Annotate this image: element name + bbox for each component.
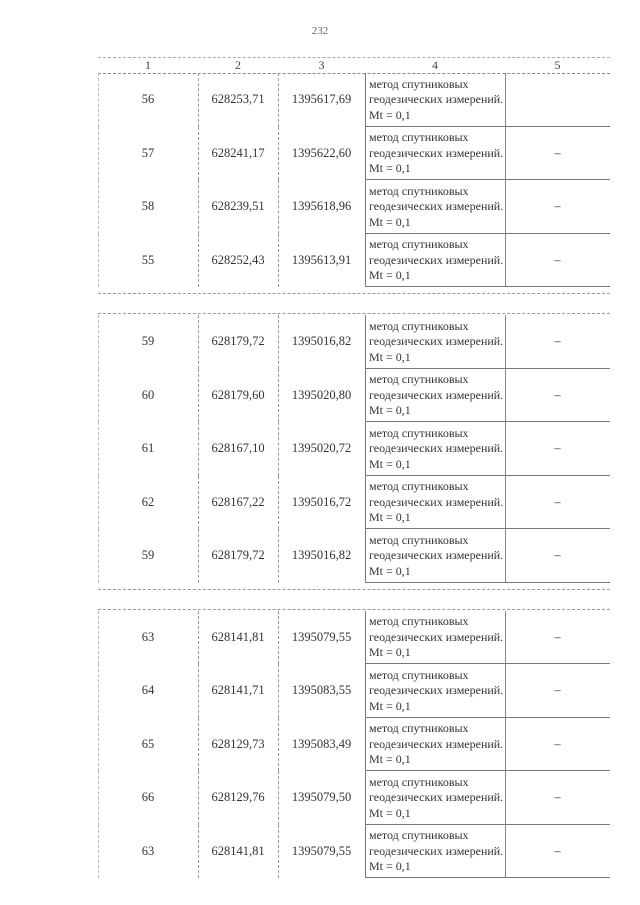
coordinate-x: 628239,51 <box>211 199 265 214</box>
column-divider <box>98 771 99 825</box>
row-divider <box>365 582 610 583</box>
note <box>505 73 610 127</box>
header-col-4: 4 <box>432 58 438 72</box>
table-row <box>98 529 610 583</box>
column-divider <box>278 664 279 718</box>
point-number: 64 <box>141 683 155 698</box>
coordinate-x: 628129,73 <box>211 736 265 751</box>
column-divider <box>98 476 99 530</box>
table-row <box>98 718 610 772</box>
note: – <box>554 790 561 805</box>
column-divider <box>505 234 506 288</box>
note: – <box>554 387 561 402</box>
note: – <box>554 494 561 509</box>
group-separator <box>98 293 610 294</box>
header-col-1: 1 <box>145 58 151 72</box>
row-divider <box>365 877 610 878</box>
table-row <box>98 664 610 718</box>
coordinate-x: 628141,81 <box>211 843 265 858</box>
coordinate-x: 628179,72 <box>211 334 265 349</box>
column-divider <box>365 315 366 369</box>
coordinate-x: 628129,76 <box>211 790 265 805</box>
column-divider <box>98 73 99 127</box>
column-divider <box>278 315 279 369</box>
column-divider <box>278 422 279 476</box>
column-divider <box>278 771 279 825</box>
column-divider <box>98 664 99 718</box>
point-number: 62 <box>141 494 155 509</box>
table-row <box>98 180 610 234</box>
column-divider <box>278 718 279 772</box>
table-row <box>98 825 610 879</box>
method-description: метод спутниковых геодезических измерений. Mt = 0,1 <box>369 372 504 417</box>
point-number: 59 <box>141 548 155 563</box>
column-divider <box>278 127 279 181</box>
coordinate-y: 1395622,60 <box>291 145 352 160</box>
column-divider <box>278 476 279 530</box>
method-description: метод спутниковых геодезических измерений. Mt = 0,1 <box>369 667 504 713</box>
column-divider <box>198 180 199 234</box>
note: – <box>554 736 561 751</box>
column-divider <box>98 234 99 288</box>
note: – <box>554 145 561 160</box>
header-col-5: 5 <box>554 58 561 72</box>
column-divider <box>198 529 199 583</box>
column-divider <box>505 771 506 825</box>
column-divider <box>505 718 506 772</box>
column-divider <box>198 771 199 825</box>
column-divider <box>365 476 366 530</box>
column-divider <box>98 718 99 772</box>
note: – <box>554 252 561 267</box>
group-separator <box>98 313 610 314</box>
column-divider <box>198 73 199 127</box>
column-divider <box>365 180 366 234</box>
method-description: метод спутниковых геодезических измерений. Mt = 0,1 <box>369 479 504 524</box>
table-row <box>98 476 610 530</box>
method-description: метод спутниковых геодезических измерений. Mt = 0,1 <box>369 318 504 364</box>
column-divider <box>505 73 506 127</box>
column-divider <box>198 369 199 423</box>
method-description: метод спутниковых геодезических измерений. Mt = 0,1 <box>369 532 504 578</box>
column-divider <box>505 611 506 665</box>
column-divider <box>365 529 366 583</box>
column-divider <box>98 825 99 879</box>
column-divider <box>198 127 199 181</box>
note: – <box>554 683 561 698</box>
point-number: 55 <box>141 252 155 267</box>
table-row <box>98 234 610 288</box>
column-divider <box>278 180 279 234</box>
coordinate-y: 1395083,55 <box>291 683 352 698</box>
table-row <box>98 73 610 127</box>
method-description: метод спутниковых геодезических измерений. Mt = 0,1 <box>369 721 504 766</box>
column-divider <box>198 422 199 476</box>
method-description: метод спутниковых геодезических измерений. Mt = 0,1 <box>369 614 504 659</box>
column-divider <box>365 422 366 476</box>
note: – <box>554 199 561 214</box>
group-separator <box>98 609 610 610</box>
coordinate-y: 1395079,55 <box>291 629 352 644</box>
column-divider <box>365 73 366 127</box>
column-divider <box>365 664 366 718</box>
column-divider <box>198 718 199 772</box>
column-divider <box>365 234 366 288</box>
table-row <box>98 611 610 665</box>
coordinate-y: 1395016,72 <box>291 494 352 509</box>
column-divider <box>505 369 506 423</box>
note: – <box>554 548 561 563</box>
point-number: 63 <box>141 843 155 858</box>
column-divider <box>278 73 279 127</box>
point-number: 59 <box>141 334 155 349</box>
coordinate-x: 628167,22 <box>211 494 265 509</box>
coordinate-y: 1395016,82 <box>291 334 352 349</box>
coordinate-x: 628179,60 <box>211 387 265 402</box>
column-divider <box>198 664 199 718</box>
note: – <box>554 334 561 349</box>
column-divider <box>278 369 279 423</box>
point-number: 60 <box>141 387 155 402</box>
note: – <box>554 843 561 858</box>
point-number: 58 <box>141 199 155 214</box>
column-divider <box>98 611 99 665</box>
column-divider <box>505 315 506 369</box>
coordinate-y: 1395618,96 <box>291 199 352 214</box>
table-row <box>98 422 610 476</box>
coordinate-y: 1395083,49 <box>291 736 352 751</box>
group-separator <box>98 589 610 590</box>
method-description: метод спутниковых геодезических измерений. Mt = 0,1 <box>369 130 504 175</box>
coordinate-x: 628141,71 <box>211 683 265 698</box>
column-divider <box>198 611 199 665</box>
coordinate-x: 628141,81 <box>211 629 265 644</box>
column-divider <box>198 315 199 369</box>
method-description: метод спутниковых геодезических измерений. Mt = 0,1 <box>369 237 504 282</box>
column-divider <box>198 825 199 879</box>
point-number: 65 <box>141 736 155 751</box>
method-description: метод спутниковых геодезических измерений. Mt = 0,1 <box>369 774 504 820</box>
column-divider <box>365 127 366 181</box>
column-divider <box>365 771 366 825</box>
method-description: метод спутниковых геодезических измерений. Mt = 0,1 <box>369 828 504 873</box>
point-number: 66 <box>141 790 155 805</box>
header-col-2: 2 <box>235 58 241 72</box>
coordinate-x: 628241,17 <box>211 145 265 160</box>
column-divider <box>98 369 99 423</box>
method-description: метод спутниковых геодезических измерений. Mt = 0,1 <box>369 425 504 471</box>
point-number: 61 <box>141 441 155 456</box>
coordinate-y: 1395613,91 <box>291 252 352 267</box>
column-divider <box>98 529 99 583</box>
column-divider <box>278 529 279 583</box>
column-divider <box>365 611 366 665</box>
coordinate-y: 1395020,80 <box>291 387 352 402</box>
point-number: 57 <box>141 145 155 160</box>
column-divider <box>505 825 506 879</box>
table-row <box>98 369 610 423</box>
page-number: 232 <box>311 25 329 37</box>
coordinate-y: 1395617,69 <box>291 92 352 107</box>
column-divider <box>278 234 279 288</box>
column-divider <box>98 127 99 181</box>
column-divider <box>365 369 366 423</box>
column-divider <box>98 315 99 369</box>
column-divider <box>505 180 506 234</box>
coordinate-x: 628253,71 <box>211 92 265 107</box>
column-divider <box>505 476 506 530</box>
coordinate-y: 1395020,72 <box>291 441 352 456</box>
row-divider <box>365 286 610 287</box>
column-divider <box>278 825 279 879</box>
coordinate-x: 628167,10 <box>211 441 265 456</box>
column-divider <box>505 422 506 476</box>
point-number: 56 <box>141 92 155 107</box>
table-row <box>98 771 610 825</box>
column-divider <box>365 718 366 772</box>
column-divider <box>98 422 99 476</box>
method-description: метод спутниковых геодезических измерений. Mt = 0,1 <box>369 76 504 122</box>
header-col-3: 3 <box>318 58 325 72</box>
method-description: метод спутниковых геодезических измерений. Mt = 0,1 <box>369 183 504 229</box>
column-divider <box>278 611 279 665</box>
column-divider <box>505 529 506 583</box>
column-divider <box>98 180 99 234</box>
coordinate-y: 1395079,55 <box>291 843 352 858</box>
coordinate-x: 628179,72 <box>211 548 265 563</box>
coordinate-y: 1395016,82 <box>291 548 352 563</box>
table-header <box>98 57 610 74</box>
coordinate-y: 1395079,50 <box>291 790 352 805</box>
column-divider <box>365 825 366 879</box>
column-divider <box>505 127 506 181</box>
coordinate-x: 628252,43 <box>211 252 265 267</box>
table-row <box>98 315 610 369</box>
note: – <box>554 441 561 456</box>
column-divider <box>198 234 199 288</box>
table-row <box>98 127 610 181</box>
point-number: 63 <box>141 629 155 644</box>
column-divider <box>198 476 199 530</box>
column-divider <box>505 664 506 718</box>
note: – <box>554 629 561 644</box>
